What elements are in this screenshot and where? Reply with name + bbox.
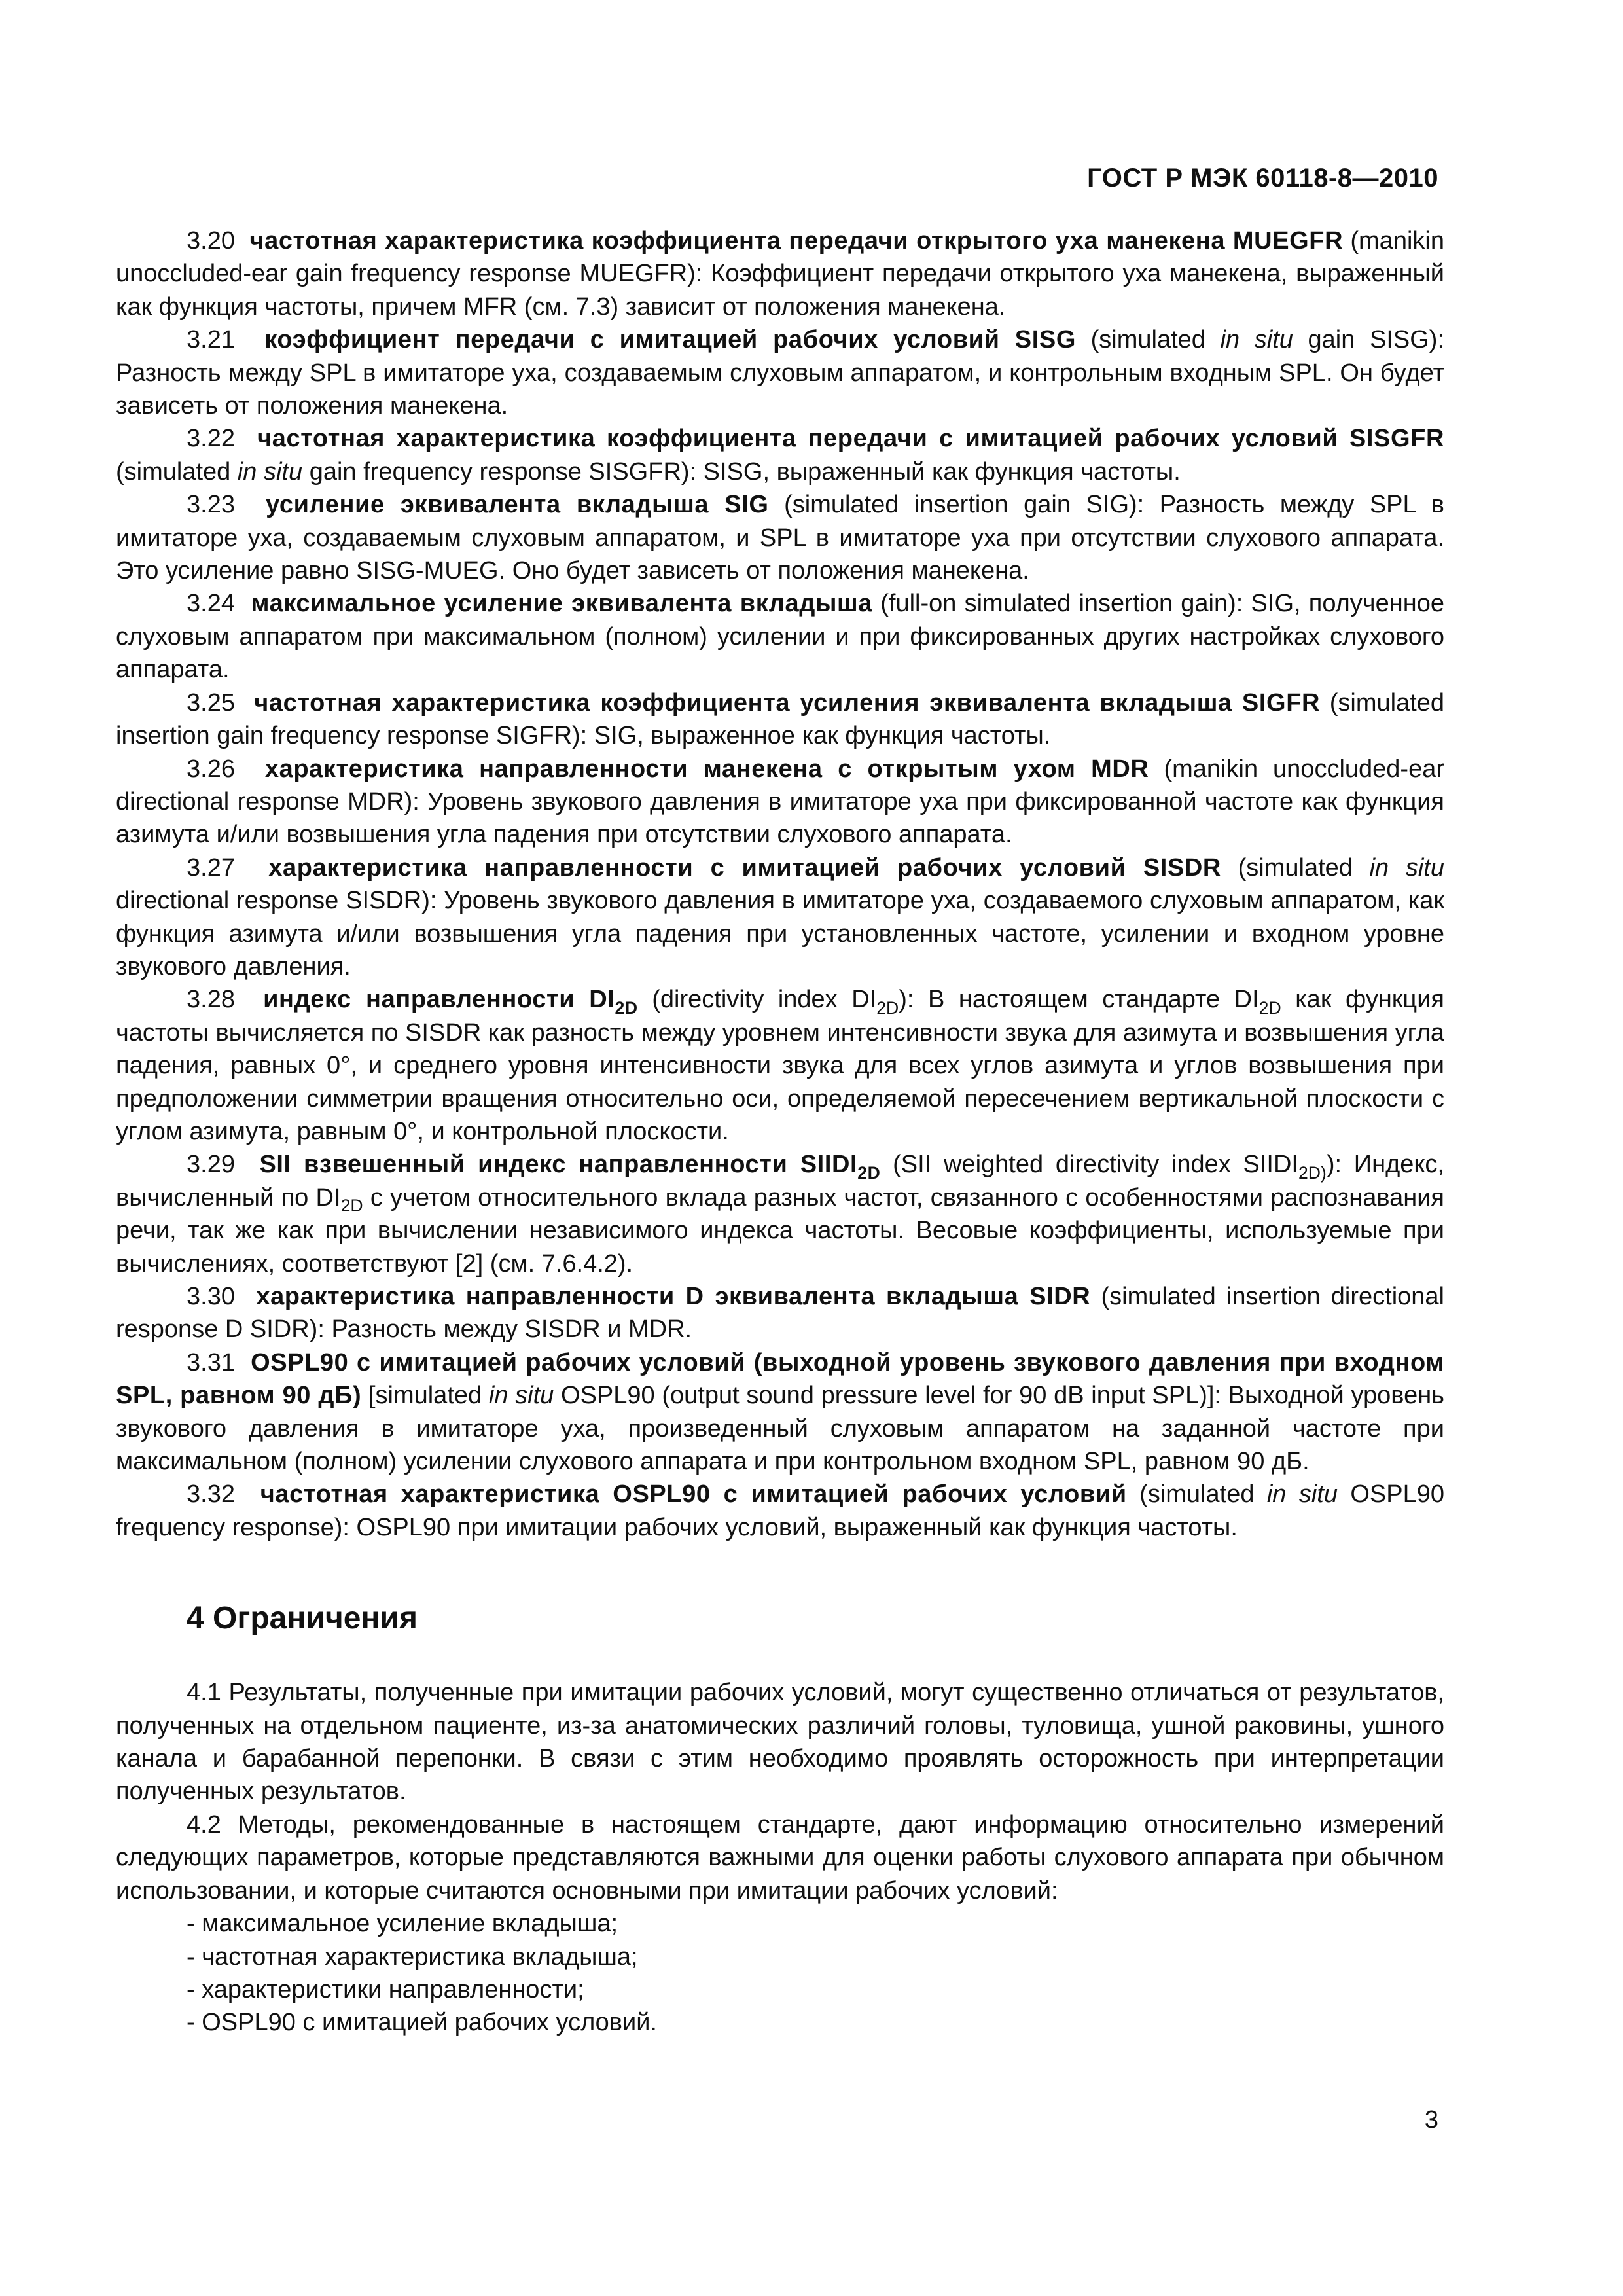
term: максимальное усиление эквивалента вкладыша: [251, 590, 873, 618]
definition-3-24: 3.24 максимальное усиление эквивалента вкладыша (full-on simulated insertion gain): SIG, полученное слуховым аппаратом при максимальном (полном) усилении и при фиксированных других настройках слухового аппарата.: [116, 590, 1444, 684]
definition-3-21: 3.21 коэффициент передачи с имитацией рабочих условий SISG (simulated in situ gain SISG): Разность между SPL в имитаторе уха, создаваемым слуховым аппаратом, и контрольным входным SPL. Он будет зависеть от положения манекена.: [116, 326, 1445, 420]
term: характеристика направленности D эквивалента вкладыша SIDR: [256, 1283, 1091, 1310]
definition-3-25: 3.25 частотная характеристика коэффициента усиления эквивалента вкладыша SIGFR (simulated insertion gain frequency response SIGFR): SIG, выраженное как функция частоты.: [116, 689, 1445, 750]
list-item: - частотная характеристика вкладыша;: [187, 1943, 638, 1971]
page-number: 3: [1424, 2106, 1438, 2134]
definition-3-23: 3.23 усиление эквивалента вкладыша SIG (simulated insertion gain SIG): Разность между SPL в имитаторе уха, создаваемым слуховым аппаратом, и SPL в имитаторе уха при отсутствии слухового аппарата. Это усиление равно SISG-MUEG. Оно будет зависеть от положения манекена.: [116, 491, 1444, 585]
definition-3-26: 3.26 характеристика направленности манекена с открытым ухом MDR (manikin unoccluded-ear directional response MDR): Уровень звукового давления в имитаторе уха при фиксированной частоте как функция азимута и/или возвышения угла падения при отсутствии слухового аппарата.: [116, 755, 1444, 849]
definition-3-31: 3.31 OSPL90 с имитацией рабочих условий (выходной уровень звукового давления при входном SPL, равном 90 дБ) [simulated in situ OSPL90 (output sound pressure level for 90 dB input SPL)]: Выходной уровень звукового давления в имитаторе уха, произведенный слуховым аппаратом на заданной частоте при максимальном (полном) усилении слухового аппарата и при контрольном входном SPL, равном 90 дБ.: [116, 1348, 1444, 1476]
paragraph-4-1: 4.1 Результаты, полученные при имитации рабочих условий, могут существенно отличаться от результатов, полученных на отдельном пациенте, из-за анатомических различий головы, туловища, ушной раковины, ушного канала и барабанной перепонки. В связи с этим необходимо проявлять осторожность при интерпретации полученных результатов.: [116, 1679, 1444, 1806]
section-heading: 4 Ограничения: [187, 1601, 418, 1636]
definition-3-28: 3.28 индекс направленности $DI_{2D}$ (directivity index $DI_{2D}$): В настоящем стандарте $DI_{2D}$ как функция частоты вычисляется по SISDR как разность между уровнем интенсивности звука для азимута и возвышения угла падения, равных 0°, и среднего уровня интенсивности звука для всех углов азимута и углов возвышения при предположении симметрии вращения относительно оси, определяемой пересечением вертикальной плоскости с углом азимута, равным 0°, и контрольной плоскости.: [116, 986, 1444, 1145]
term: частотная характеристика коэффициента передачи с имитацией рабочих условий SISGFR: [257, 425, 1444, 453]
document-body: [116, 224, 1444, 2039]
definition-3-29: 3.29 SII взвешенный индекс направленности $SIIDI_{2D}$ (SII weighted directivity index $SIIDI_{2D)}$): Индекс, вычисленный по $DI_{2D}$ с учетом относительного вклада разных частот, связанного с особенностями распознавания речи, так же как при вычислении независимого индекса частоты. Весовые коэффициенты, используемые при вычислениях, соответствуют [2] (см. 7.6.4.2).: [116, 1151, 1445, 1278]
definition-3-20: 3.20 частотная характеристика коэффициента передачи открытого уха манекена MUEGFR (manikin unoccluded-ear gain frequency response MUEGFR): Коэффициент передачи открытого уха манекена, выраженный как функция частоты, причем MFR (см. 7.3) зависит от положения манекена.: [116, 227, 1444, 321]
term: характеристика направленности манекена с открытым ухом MDR: [264, 755, 1149, 783]
list-item: - OSPL90 с имитацией рабочих условий.: [187, 2009, 657, 2037]
term: коэффициент передачи с имитацией рабочих условий SISG: [264, 326, 1077, 354]
paragraph-4-2: 4.2 Методы, рекомендованные в настоящем стандарте, дают информацию относительно измерений следующих параметров, которые представляются важными для оценки работы слухового аппарата при обычном использовании, и которые считаются основными при имитации рабочих условий:: [116, 1810, 1444, 1905]
definition-3-27: 3.27 характеристика направленности с имитацией рабочих условий SISDR (simulated in situ directional response SISDR): Уровень звукового давления в имитаторе уха, создаваемого слуховым аппаратом, как функция азимута и/или возвышения угла падения при установленных частоте, усилении и входном уровне звукового давления.: [116, 853, 1444, 980]
term: частотная характеристика OSPL90 с имитацией рабочих условий: [260, 1480, 1127, 1509]
parameter-list: [116, 1907, 1444, 2039]
definition-3-30: 3.30 характеристика направленности D эквивалента вкладыша SIDR (simulated insertion directional response D SIDR): Разность между SISDR и MDR.: [116, 1283, 1444, 1344]
definition-3-32: 3.32 частотная характеристика OSPL90 с имитацией рабочих условий (simulated in situ OSPL90 frequency response): OSPL90 при имитации рабочих условий, выраженный как функция частоты.: [116, 1480, 1444, 1541]
definition-3-22: 3.22 частотная характеристика коэффициента передачи с имитацией рабочих условий SISGFR (simulated in situ gain frequency response SISGFR): SISG, выраженный как функция частоты.: [116, 425, 1444, 486]
standard-header: ГОСТ Р МЭК 60118-8—2010: [1087, 164, 1438, 192]
term: частотная характеристика коэффициента передачи открытого уха манекена MUEGFR: [249, 227, 1344, 255]
term: OSPL90 с имитацией рабочих условий (выходной уровень звукового давления при входном SPL, равном 90 дБ): [116, 1348, 1444, 1410]
term: частотная характеристика коэффициента усиления эквивалента вкладыша SIGFR: [254, 689, 1321, 717]
list-item: - максимальное усиление вкладыша;: [187, 1910, 618, 1938]
term: характеристика направленности с имитацией рабочих условий SISDR: [268, 853, 1221, 882]
term: усиление эквивалента вкладыша SIG: [266, 491, 769, 519]
term: индекс направленности $DI_{2D}$: [263, 986, 638, 1018]
list-item: - характеристики направленности;: [187, 1975, 584, 2003]
term: SII взвешенный индекс направленности $SIIDI_{2D}$: [259, 1151, 881, 1183]
